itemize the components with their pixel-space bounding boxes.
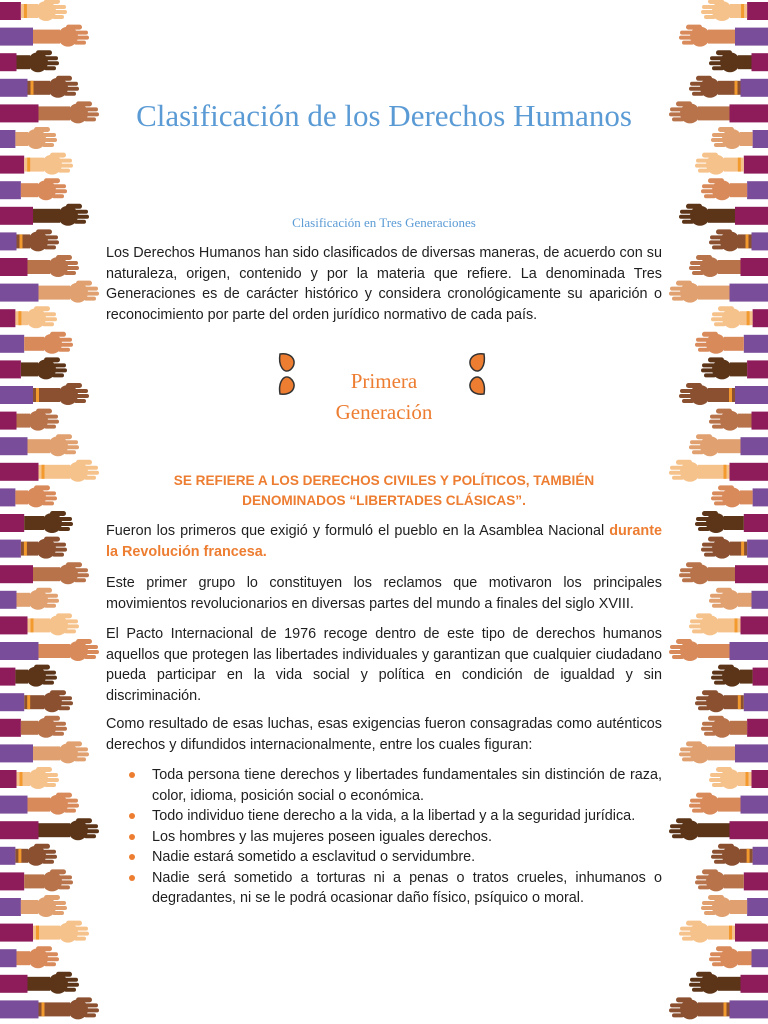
raised-hand-arm-icon	[689, 613, 768, 635]
page-title: Clasificación de los Derechos Humanos	[136, 98, 632, 133]
rights-list	[106, 765, 662, 909]
generation-title-line1: Primera	[350, 369, 418, 393]
raised-hand-arm-icon	[701, 0, 768, 21]
raised-hand-arm-icon	[0, 818, 99, 840]
raised-hand-arm-icon	[695, 332, 768, 354]
generation-title	[284, 366, 484, 428]
raised-hand-arm-icon	[0, 741, 89, 763]
raised-hand-arm-icon	[0, 229, 59, 251]
raised-hand-arm-icon	[0, 153, 73, 175]
intro-paragraph: Los Derechos Humanos han sido clasificados de diversas maneras, de acuerdo con su naturaleza, origen, contenido y por la materia que refiere. La denominada Tres Generaciones es de carácter histórico y considera cronológicamente su aparición o reconocimiento por parte del orden jurídico normativo de cada país.	[106, 245, 662, 323]
raised-hand-arm-icon	[669, 997, 768, 1019]
raised-hand-arm-icon	[709, 50, 768, 72]
raised-hand-arm-icon	[0, 409, 59, 431]
paragraph-2: Este primer grupo lo constituyen los reclamos que motivaron los principales movimientos revolucionarios en diversas partes del mundo a finales del siglo XVIII.	[106, 575, 662, 612]
list-item: Los hombres y las mujeres poseen iguales derechos.	[106, 827, 662, 848]
raised-hand-arm-icon	[679, 921, 768, 943]
raised-hand-arm-icon	[711, 306, 768, 328]
raised-hand-arm-icon	[679, 741, 768, 763]
left-hands-border	[0, 0, 100, 1024]
raised-hand-arm-icon	[0, 434, 79, 456]
raised-hand-arm-icon	[679, 204, 768, 226]
raised-hand-arm-icon	[0, 511, 73, 533]
generation-title-line2: Generación	[335, 400, 433, 424]
raised-hand-arm-icon	[701, 178, 768, 200]
raised-hand-arm-icon	[0, 537, 67, 559]
raised-hand-arm-icon	[689, 76, 768, 98]
raised-hand-arm-icon	[0, 972, 79, 994]
raised-hand-arm-icon	[669, 460, 768, 482]
paragraph-1-highlight: durante la Revolución francesa.	[106, 523, 662, 560]
raised-hand-arm-icon	[695, 690, 768, 712]
list-item: Nadie estará sometido a esclavitud o servidumbre.	[106, 847, 662, 868]
raised-hand-arm-icon	[689, 434, 768, 456]
raised-hand-arm-icon	[0, 281, 99, 303]
raised-hand-arm-icon	[0, 665, 57, 687]
raised-hand-arm-icon	[679, 383, 768, 405]
raised-hand-arm-icon	[0, 357, 67, 379]
raised-hand-arm-icon	[711, 665, 768, 687]
raised-hand-arm-icon	[0, 204, 89, 226]
raised-hand-arm-icon	[0, 767, 59, 789]
raised-hand-arm-icon	[0, 921, 89, 943]
list-item: Toda persona tiene derechos y libertades fundamentales sin distinción de raza, color, idioma, posición social o económica.	[106, 765, 662, 806]
raised-hand-arm-icon	[0, 844, 57, 866]
raised-hand-arm-icon	[0, 25, 89, 47]
raised-hand-arm-icon	[0, 588, 59, 610]
document-page	[106, 0, 662, 1024]
section-heading: SE REFIERE A LOS DERECHOS CIVILES Y POLÍTICOS, TAMBIÉN DENOMINADOS “LIBERTADES CLÁSICAS”.	[173, 473, 595, 508]
list-item: Todo individuo tiene derecho a la vida, a la libertad y a la seguridad jurídica.	[106, 806, 662, 827]
raised-hand-arm-icon	[0, 485, 57, 507]
raised-hand-arm-icon	[711, 844, 768, 866]
raised-hand-arm-icon	[0, 306, 57, 328]
raised-hand-arm-icon	[0, 562, 89, 584]
raised-hand-arm-icon	[711, 127, 768, 149]
raised-hand-arm-icon	[709, 409, 768, 431]
raised-hand-arm-icon	[0, 0, 67, 21]
raised-hand-arm-icon	[0, 50, 59, 72]
raised-hand-arm-icon	[0, 178, 67, 200]
raised-hand-arm-icon	[669, 639, 768, 661]
raised-hand-arm-icon	[701, 357, 768, 379]
paragraph-1-text: Fueron los primeros que exigió y formuló el pueblo en la Asamblea Nacional	[106, 523, 605, 539]
raised-hand-arm-icon	[689, 255, 768, 277]
raised-hand-arm-icon	[0, 716, 67, 738]
raised-hand-arm-icon	[679, 562, 768, 584]
raised-hand-arm-icon	[0, 383, 89, 405]
raised-hand-arm-icon	[0, 639, 99, 661]
raised-hand-arm-icon	[689, 972, 768, 994]
raised-hand-arm-icon	[695, 153, 768, 175]
raised-hand-arm-icon	[0, 76, 79, 98]
raised-hand-arm-icon	[0, 997, 99, 1019]
raised-hand-arm-icon	[0, 946, 59, 968]
raised-hand-arm-icon	[669, 101, 768, 123]
list-item: Nadie será sometido a torturas ni a penas o tratos crueles, inhumanos o degradantes, ni se le podrá ocasionar daño físico, psíquico o moral.	[106, 868, 662, 909]
paragraph-4: Como resultado de esas luchas, esas exigencias fueron consagradas como auténticos derechos y difundidos internacionalmente, entre los cuales figuran:	[106, 716, 662, 753]
raised-hand-arm-icon	[709, 946, 768, 968]
paragraph-1	[106, 521, 662, 562]
raised-hand-arm-icon	[679, 25, 768, 47]
bullet-icon	[129, 813, 135, 819]
raised-hand-arm-icon	[0, 690, 73, 712]
raised-hand-arm-icon	[0, 0, 100, 1024]
raised-hand-arm-icon	[711, 485, 768, 507]
raised-hand-arm-icon	[0, 613, 79, 635]
bullet-icon	[129, 875, 135, 881]
raised-hand-arm-icon	[695, 511, 768, 533]
raised-hand-arm-icon	[0, 895, 67, 917]
raised-hand-arm-icon	[689, 793, 768, 815]
raised-hand-arm-icon	[0, 460, 99, 482]
raised-hand-arm-icon	[0, 101, 99, 123]
raised-hand-arm-icon	[701, 537, 768, 559]
right-hands-border	[668, 0, 768, 1024]
raised-hand-arm-icon	[669, 818, 768, 840]
raised-hand-arm-icon	[668, 0, 768, 1024]
raised-hand-arm-icon	[701, 895, 768, 917]
raised-hand-arm-icon	[709, 588, 768, 610]
raised-hand-arm-icon	[709, 229, 768, 251]
raised-hand-arm-icon	[701, 716, 768, 738]
raised-hand-arm-icon	[0, 332, 73, 354]
bullet-icon	[129, 772, 135, 778]
page-subtitle: Clasificación en Tres Generaciones	[292, 215, 476, 230]
bullet-icon	[129, 834, 135, 840]
raised-hand-arm-icon	[695, 869, 768, 891]
raised-hand-arm-icon	[0, 869, 73, 891]
raised-hand-arm-icon	[709, 767, 768, 789]
bullet-icon	[129, 854, 135, 860]
raised-hand-arm-icon	[669, 281, 768, 303]
raised-hand-arm-icon	[0, 793, 79, 815]
paragraph-3: El Pacto Internacional de 1976 recoge dentro de este tipo de derechos humanos aquellos que protegen las libertades individuales y garantizan que cualquier ciudadano pueda participar en la vida social y política en condición de igualdad y sin discriminación.	[106, 626, 662, 704]
raised-hand-arm-icon	[0, 255, 79, 277]
raised-hand-arm-icon	[0, 127, 57, 149]
